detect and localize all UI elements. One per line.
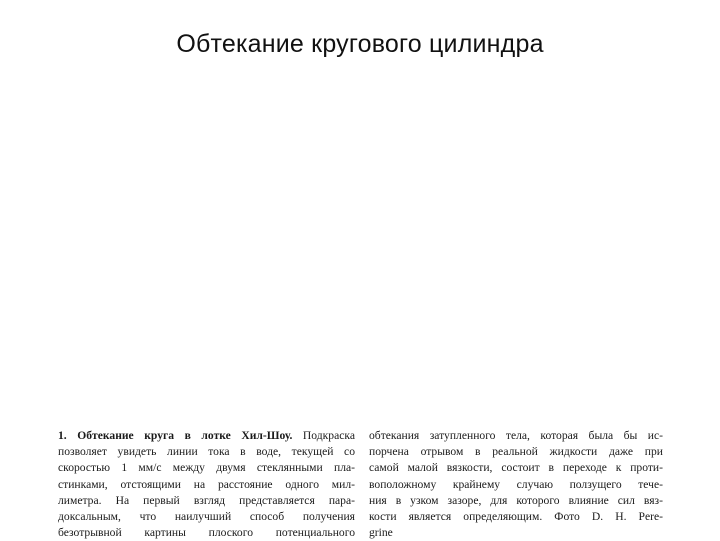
- caption-line: воположному крайнему случаю ползущего тече-: [369, 477, 663, 491]
- caption-line: [58, 428, 355, 444]
- caption-right-column: [369, 428, 663, 541]
- caption-line: скоростью 1 мм/с между двумя стеклянными пла-: [58, 461, 355, 475]
- caption-line: безотрывной картины плоского потенциального: [58, 526, 355, 540]
- caption-line: кости является определяющим. Фото D. H. Pere-: [369, 510, 663, 524]
- caption-line: ния в узком зазоре, для которого влияние сил вяз-: [369, 493, 663, 507]
- caption-line: grine: [369, 526, 393, 540]
- caption-line: позволяет увидеть линии тока в воде, текущей со: [58, 445, 355, 459]
- caption-heading: 1. Обтекание круга в лотке Хил-Шоу.: [58, 429, 293, 442]
- caption-line: порчена отрывом в реальной жидкости даже при: [369, 445, 663, 459]
- caption-left-column: [58, 428, 355, 541]
- caption-line: доксальным, что наилучший способ получения: [58, 510, 355, 524]
- caption-line: обтекания затупленного тела, которая была бы ис-: [369, 429, 663, 442]
- caption-line: лиметра. На первый взгляд представляется пара-: [58, 493, 355, 507]
- slide-title: Обтекание кругового цилиндра: [176, 30, 544, 58]
- caption-line: стинками, отстоящими на расстояние одного мил-: [58, 477, 355, 491]
- caption-line-text: Подкраска: [292, 429, 355, 442]
- caption-line: самой малой вязкости, состоит в переходе к проти-: [369, 461, 663, 475]
- figure-area: [40, 80, 680, 410]
